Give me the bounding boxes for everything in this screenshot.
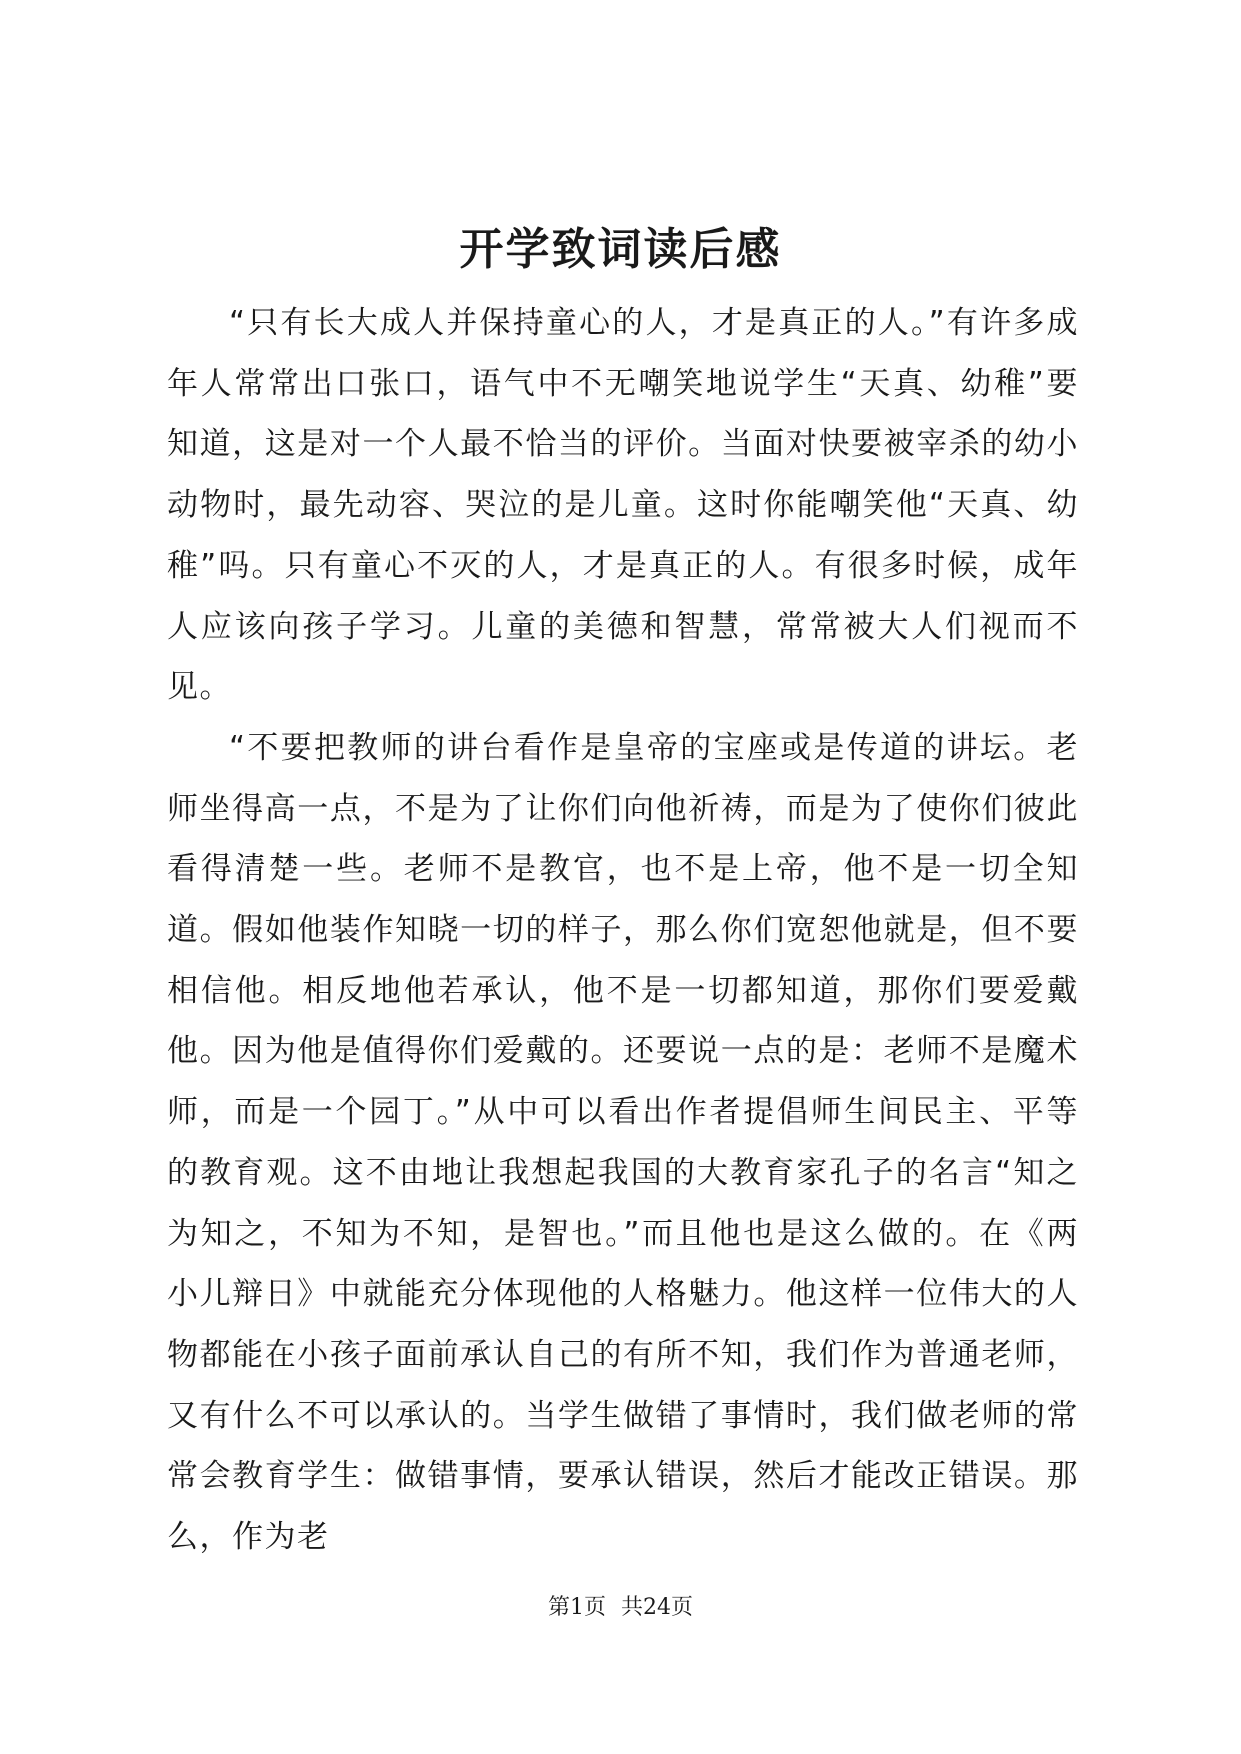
page-footer xyxy=(0,1594,1241,1622)
paragraph-1: “只有长大成人并保持童心的人，才是真正的人。”有许多成年人常常出口张口，语气中不无嘲笑地说学生“天真、幼稚”要知道，这是对一个人最不恰当的评价。当面对快要被宰杀的幼小动物时，最先动容、哭泣的是儿童。这时你能嘲笑他“天真、幼稚”吗。只有童心不灭的人，才是真正的人。有很多时候，成年人应该向孩子学习。儿童的美德和智慧，常常被大人们视而不见。 xyxy=(167,305,1079,706)
document-title: 开学致词读后感 xyxy=(459,224,782,275)
page-number: 第1页 xyxy=(548,1595,606,1620)
page-total: 共24页 xyxy=(621,1595,693,1620)
paragraph-2: “不要把教师的讲台看作是皇帝的宝座或是传道的讲坛。老师坐得高一点，不是为了让你们向他祈祷，而是为了使你们彼此看得清楚一些。老师不是教官，也不是上帝，他不是一切全知道。假如他装作知晓一切的样子，那么你们宽恕他就是，但不要相信他。相反地他若承认，他不是一切都知道，那你们要爱戴他。因为他是值得你们爱戴的。还要说一点的是：老师不是魔术师，而是一个园丁。”从中可以看出作者提倡师生间民主、平等的教育观。这不由地让我想起我国的大教育家孔子的名言“知之为知之，不知为不知，是智也。”而且他也是这么做的。在《两小儿辩日》中就能充分体现他的人格魅力。他这样一位伟大的人物都能在小孩子面前承认自己的有所不知，我们作为普通老师，又有什么不可以承认的。当学生做错了事情时，我们做老师的常常会教育学生：做错事情，要承认错误，然后才能改正错误。那么，作为老 xyxy=(167,729,1079,1556)
document-body xyxy=(167,293,1079,1568)
